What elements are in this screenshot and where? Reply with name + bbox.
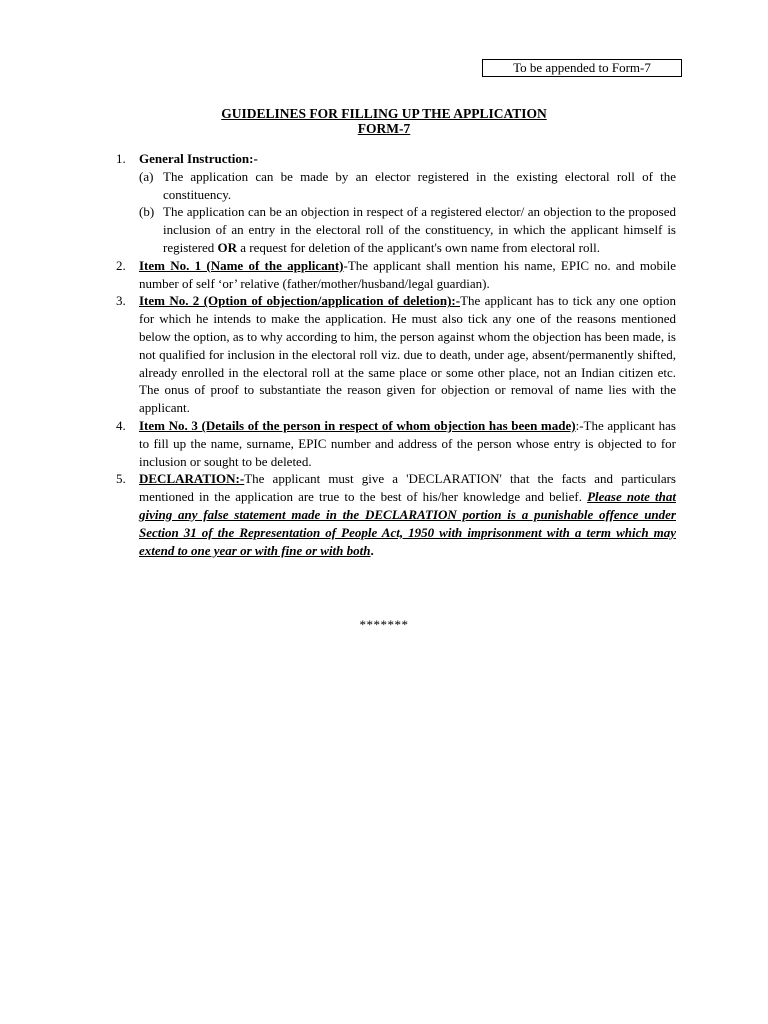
item-number: 2.	[116, 257, 126, 273]
list-item-1	[112, 150, 676, 257]
append-note: To be appended to Form-7	[482, 59, 682, 77]
sub-item-label: (a)	[139, 168, 154, 184]
item-number: 4.	[116, 417, 126, 433]
item-heading: Item No. 2 (Option of objection/application of deletion):-	[139, 293, 461, 309]
page-title	[0, 106, 768, 136]
sub-item-a	[139, 168, 676, 204]
warning-end: .	[370, 542, 374, 558]
item-text: :-The applicant has to fill up the name, surname, EPIC number and address of the person whose entry is objected to for inclusion or sought to be deleted.	[139, 417, 676, 469]
item-number: 5.	[116, 471, 126, 487]
list-item-4	[112, 417, 676, 470]
item-text: The applicant must give a 'DECLARATION' that the facts and particulars mentioned in the application are true to the best of his/her knowledge and belief.	[139, 471, 676, 505]
title-line-1: GUIDELINES FOR FILLING UP THE APPLICATION	[221, 106, 547, 121]
item-heading: Item No. 3 (Details of the person in respect of whom objection has been made)	[139, 417, 576, 433]
guidelines-list	[112, 150, 676, 559]
item-heading: General Instruction:-	[139, 151, 258, 166]
sub-item-bold-or: OR	[217, 239, 238, 255]
item-heading: DECLARATION:-	[139, 471, 245, 487]
title-line-2: FORM-7	[357, 121, 411, 136]
list-item-5	[112, 470, 676, 559]
list-item-2	[112, 257, 676, 293]
item-text: The applicant has to tick any one option for which he intends to make the application. He must also tick any one of the reasons mentioned below the option, as to why according to him, the person against whom the objection has been made, is not qualified for inclusion in the electoral roll viz. due to death, under age, absent/permanently shifted, already enrolled in the electoral roll at the same place or some other place, not an Indian citizen etc. The onus of proof to substantiate the reason given for objection or removal of name lies with the applicant.	[139, 293, 677, 416]
sub-item-text: The application can be an objection in respect of a registered elector/ an objection to the proposed inclusion of an entry in the electoral roll of the constituency, in which the applicant himself is registered	[163, 204, 676, 255]
item-heading: Item No. 1 (Name of the applicant)	[139, 257, 344, 273]
sub-item-label: (b)	[139, 204, 155, 220]
item-number: 1.	[116, 151, 126, 166]
sub-item-b	[139, 203, 676, 256]
sub-item-text-after: a request for deletion of the applicant's own name from electoral roll.	[237, 239, 600, 255]
sub-item-text: The application can be made by an elector registered in the existing electoral roll of the constituency.	[163, 168, 676, 202]
item-text: -The applicant shall mention his name, EPIC no. and mobile number of self ‘or’ relative (father/mother/husband/legal guardian).	[139, 257, 676, 291]
list-item-3	[112, 292, 676, 417]
end-mark: *******	[359, 617, 409, 632]
declaration-warning: Please note that giving any false statement made in the DECLARATION portion is a punishable offence under Section 31 of the Representation of People Act, 1950 with imprisonment with a term which may extend to one year or with fine or with both	[139, 489, 677, 558]
item-number: 3.	[116, 293, 126, 309]
